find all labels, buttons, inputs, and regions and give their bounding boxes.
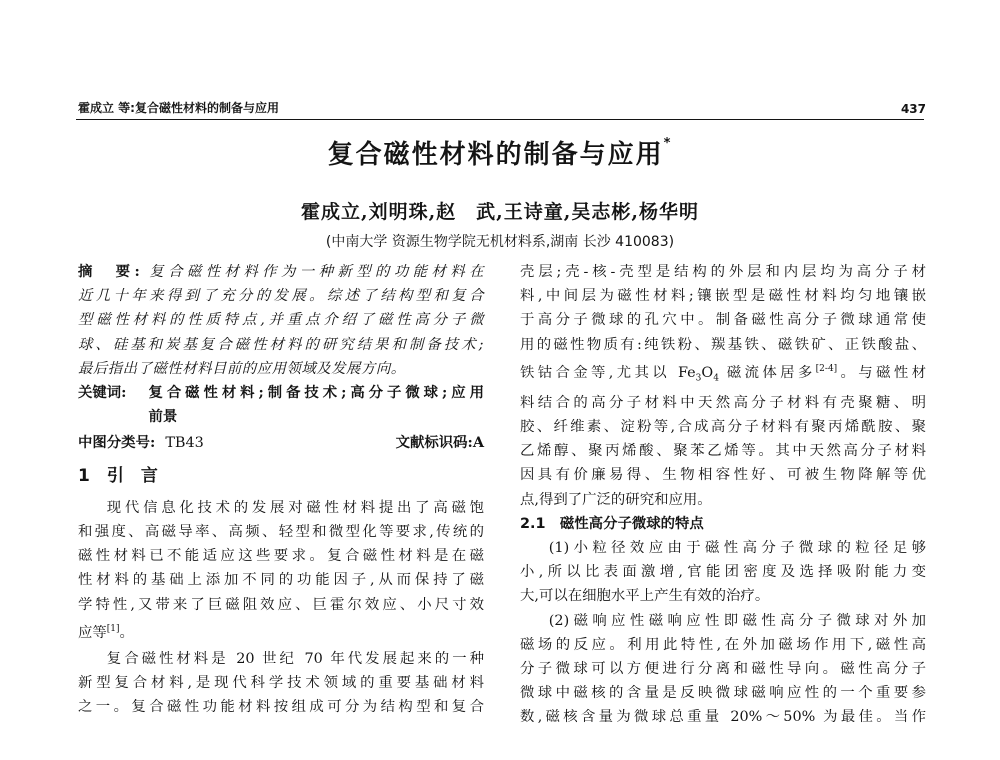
running-title: 霍成立 等:复合磁性材料的制备与应用 xyxy=(78,101,279,115)
keywords-line: 复合磁性材料;制备技术;高分子微球;应用 xyxy=(148,384,484,402)
paragraph-line: 因具有价廉易得、生物相容性好、可被生物降解等优 xyxy=(520,467,926,484)
paragraph-line: 壳层;壳-核-壳型是结构的外层和内层均为高分子材 xyxy=(520,264,926,280)
intro-paragraph-2 xyxy=(78,647,484,720)
abstract-line: 摘 要: 复合磁性材料作为一种新型的功能材料在 xyxy=(78,263,484,280)
paragraph-line: 学特性,又带来了巨磁阻效应、巨霍尔效应、小尺寸效 xyxy=(78,596,484,613)
title-footnote-mark: * xyxy=(663,136,673,152)
paragraph-line: 料结合的高分子材料中天然高分子材料有壳聚糖、明 xyxy=(520,394,926,411)
paragraph-line: 乙烯醇、聚丙烯酸、聚苯乙烯等。其中天然高分子材料 xyxy=(520,443,926,460)
abstract-line: 近几十年来得到了充分的发展。综述了结构型和复合 xyxy=(78,288,484,305)
subsection-heading: 2.1 磁性高分子微球的特点 xyxy=(520,515,704,532)
paragraph-line: 应等[1]。 xyxy=(78,623,134,641)
paragraph-line: 复合磁性材料是 20 世纪 70 年代发展起来的一种 xyxy=(106,650,484,667)
paragraph-line: 大,可以在细胞水平上产生有效的治疗。 xyxy=(520,588,770,605)
keywords-label: 关键词: xyxy=(78,384,127,402)
affiliation: (中南大学 资源生物学院无机材料系,湖南 长沙 410083) xyxy=(325,234,675,250)
header-rule xyxy=(76,119,924,120)
abstract-line: 型磁性材料的性质特点,并重点介绍了磁性高分子微 xyxy=(78,312,484,329)
paragraph-line: 用的磁性物质有:纯铁粉、羰基铁、磁铁矿、正铁酸盐、 xyxy=(520,336,926,353)
abstract-line: 球、硅基和炭基复合磁性材料的研究结果和制备技术; xyxy=(78,336,484,353)
author-list: 霍成立,刘明珠,赵 武,王诗童,吴志彬,杨华明 xyxy=(300,201,700,223)
citation: [1] xyxy=(106,623,120,634)
right-column xyxy=(520,260,926,730)
paper-title-text: 复合磁性材料的制备与应用 xyxy=(327,140,664,170)
paragraph-line: 磁性材料已不能适应这些要求。复合磁性材料是在磁 xyxy=(78,548,484,565)
paragraph-line: 点,得到了广泛的研究和应用。 xyxy=(520,491,712,508)
keywords-line: 前景 xyxy=(148,408,178,426)
intro-paragraph-1 xyxy=(78,496,484,645)
paragraph-line: 胶、纤维素、淀粉等,合成高分子材料有聚丙烯酰胺、聚 xyxy=(520,418,926,435)
paragraph-line: 铁钴合金等,尤其以 $Fe_3O_4$ 磁流体居多[2-4]。与磁性材 xyxy=(520,363,926,384)
abstract-line: 最后指出了磁性材料目前的应用领域及发展方向。 xyxy=(78,360,406,377)
paragraph-line: 于高分子微球的孔穴中。制备磁性高分子微球通常使 xyxy=(520,312,926,329)
clc-value: TB43 xyxy=(165,435,204,452)
paragraph-line: 微球中磁核的含量是反映微球磁响应性的一个重要参 xyxy=(520,685,926,702)
paragraph-line: 磁场的反应。利用此特性,在外加磁场作用下,磁性高 xyxy=(520,636,926,653)
clc-label: 中图分类号: xyxy=(78,434,156,452)
paragraph-line: 分子微球可以方便进行分离和磁性导向。磁性高分子 xyxy=(520,660,926,677)
left-column xyxy=(78,260,484,719)
paragraph-line: 和强度、高磁导率、高频、轻型和微型化等要求,传统的 xyxy=(78,524,484,541)
keywords xyxy=(78,381,484,429)
paragraph-line: 现代信息化技术的发展对磁性材料提出了高磁饱 xyxy=(106,499,484,516)
paragraph-line: 小,所以比表面激增,官能团密度及选择吸附能力变 xyxy=(520,564,926,581)
page-number: 437 xyxy=(900,102,926,116)
paragraph-line: 新型复合材料,是现代科学技术领域的重要基础材料 xyxy=(78,675,484,692)
abstract xyxy=(78,260,484,381)
citation: [2-4] xyxy=(815,363,838,374)
paragraph-line: (2)磁响应性磁响应性即磁性高分子微球对外加 xyxy=(548,612,926,629)
section-heading: 1 引 言 xyxy=(78,465,158,486)
paragraph-line: 数,磁核含量为微球总重量 20%～50% 为最佳。当作 xyxy=(520,709,926,726)
paragraph-line: 料,中间层为磁性材料;镶嵌型是磁性材料均匀地镶嵌 xyxy=(520,288,926,305)
paragraph-line: (1)小粒径效应由于磁性高分子微球的粒径足够 xyxy=(548,539,926,556)
paragraph-line: 之一。复合磁性功能材料按组成可分为结构型和复合 xyxy=(78,699,484,716)
abstract-label: 摘 要: xyxy=(78,263,141,280)
paragraph-line: 性材料的基础上添加不同的功能因子,从而保持了磁 xyxy=(78,572,484,589)
document-code: 文献标识码:A xyxy=(395,434,484,452)
classification-row xyxy=(78,431,484,455)
paper-title xyxy=(0,134,1000,171)
